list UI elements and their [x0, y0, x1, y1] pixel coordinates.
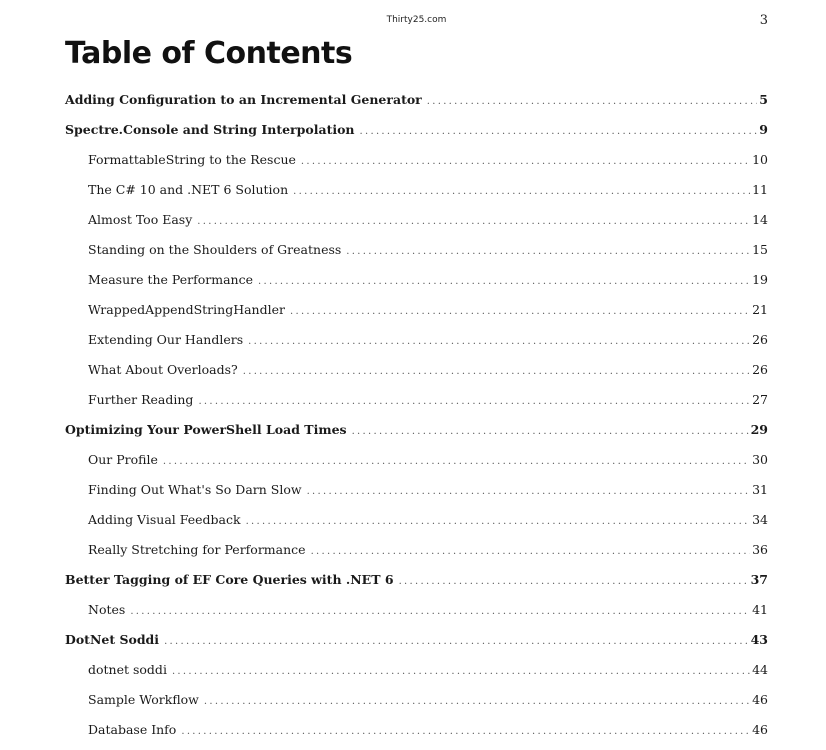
toc-list: [65, 85, 768, 745]
toc-section-entry[interactable]: [65, 145, 768, 175]
toc-entry-label: Our Profile: [88, 452, 158, 467]
toc-entry-label: Sample Workflow: [88, 692, 199, 707]
dot-leader: [248, 327, 750, 357]
toc-section-entry[interactable]: [65, 295, 768, 325]
toc-entry-page: 27: [752, 392, 768, 407]
dot-leader: [164, 627, 749, 657]
toc-entry-page: 36: [752, 542, 768, 557]
toc-entry-page: 19: [752, 272, 768, 287]
toc-entry-page: 11: [752, 182, 768, 197]
toc-entry-label: Optimizing Your PowerShell Load Times: [65, 422, 347, 437]
toc-entry-page: 14: [752, 212, 768, 227]
toc-entry-label: Almost Too Easy: [88, 212, 193, 227]
dot-leader: [197, 207, 750, 237]
toc-entry-page: 10: [752, 152, 768, 167]
dot-leader: [258, 267, 750, 297]
page-number: 3: [759, 13, 768, 28]
toc-entry-label: What About Overloads?: [88, 362, 238, 377]
dot-leader: [243, 357, 750, 387]
toc-entry-page: 41: [752, 602, 768, 617]
toc-entry-page: 21: [752, 302, 768, 317]
toc-entry-page: 44: [752, 662, 768, 677]
toc-entry-label: Database Info: [88, 722, 177, 737]
dot-leader: [399, 567, 749, 597]
toc-entry-page: 46: [752, 722, 768, 737]
toc-entry-page: 46: [752, 692, 768, 707]
toc-entry-page: 5: [759, 92, 768, 107]
toc-section-entry[interactable]: [65, 715, 768, 745]
toc-section-entry[interactable]: [65, 505, 768, 535]
toc-entry-label: WrappedAppendStringHandler: [88, 302, 285, 317]
toc-entry-page: 30: [752, 452, 768, 467]
dot-leader: [311, 537, 751, 567]
toc-chapter-entry[interactable]: [65, 115, 768, 145]
toc-entry-page: 15: [752, 242, 768, 257]
toc-section-entry[interactable]: [65, 535, 768, 565]
dot-leader: [290, 297, 750, 327]
toc-section-entry[interactable]: [65, 325, 768, 355]
toc-section-entry[interactable]: [65, 655, 768, 685]
toc-section-entry[interactable]: [65, 385, 768, 415]
dot-leader: [130, 597, 750, 627]
toc-entry-label: Adding Visual Feedback: [88, 512, 241, 527]
toc-entry-label: Notes: [88, 602, 126, 617]
toc-entry-label: Better Tagging of EF Core Queries with .NET 6: [65, 572, 394, 587]
dot-leader: [360, 117, 758, 147]
dot-leader: [301, 147, 750, 177]
toc-entry-label: Adding Configuration to an Incremental Generator: [65, 92, 422, 107]
toc-entry-label: DotNet Soddi: [65, 632, 160, 647]
toc-section-entry[interactable]: [65, 595, 768, 625]
toc-entry-label: dotnet soddi: [88, 662, 167, 677]
toc-entry-page: 43: [750, 632, 768, 647]
toc-section-entry[interactable]: [65, 475, 768, 505]
dot-leader: [246, 507, 751, 537]
toc-entry-label: The C# 10 and .NET 6 Solution: [88, 182, 289, 197]
toc-chapter-entry[interactable]: [65, 415, 768, 445]
toc-entry-page: 34: [752, 512, 768, 527]
toc-entry-page: 26: [752, 362, 768, 377]
toc-chapter-entry[interactable]: [65, 625, 768, 655]
dot-leader: [172, 657, 750, 687]
toc-section-entry[interactable]: [65, 205, 768, 235]
toc-entry-page: 9: [759, 122, 768, 137]
toc-section-entry[interactable]: [65, 265, 768, 295]
toc-chapter-entry[interactable]: [65, 85, 768, 115]
toc-title: Table of Contents: [65, 36, 353, 71]
toc-section-entry[interactable]: [65, 355, 768, 385]
toc-entry-page: 31: [752, 482, 768, 497]
dot-leader: [181, 717, 750, 747]
dot-leader: [293, 177, 750, 207]
dot-leader: [198, 387, 750, 417]
toc-section-entry[interactable]: [65, 175, 768, 205]
dot-leader: [427, 87, 758, 117]
dot-leader: [352, 417, 749, 447]
toc-section-entry[interactable]: [65, 685, 768, 715]
toc-entry-label: FormattableString to the Rescue: [88, 152, 296, 167]
dot-leader: [204, 687, 750, 717]
toc-entry-page: 37: [750, 572, 768, 587]
dot-leader: [346, 237, 750, 267]
toc-chapter-entry[interactable]: [65, 565, 768, 595]
toc-entry-label: Spectre.Console and String Interpolation: [65, 122, 355, 137]
toc-entry-page: 29: [750, 422, 768, 437]
toc-entry-label: Really Stretching for Performance: [88, 542, 306, 557]
toc-section-entry[interactable]: [65, 445, 768, 475]
dot-leader: [307, 477, 751, 507]
dot-leader: [163, 447, 750, 477]
toc-entry-label: Further Reading: [88, 392, 194, 407]
header-site-name: Thirty25.com: [386, 15, 447, 25]
toc-section-entry[interactable]: [65, 235, 768, 265]
toc-entry-label: Finding Out What's So Darn Slow: [88, 482, 302, 497]
toc-entry-page: 26: [752, 332, 768, 347]
toc-entry-label: Extending Our Handlers: [88, 332, 244, 347]
toc-entry-label: Standing on the Shoulders of Greatness: [88, 242, 342, 257]
toc-entry-label: Measure the Performance: [88, 272, 254, 287]
